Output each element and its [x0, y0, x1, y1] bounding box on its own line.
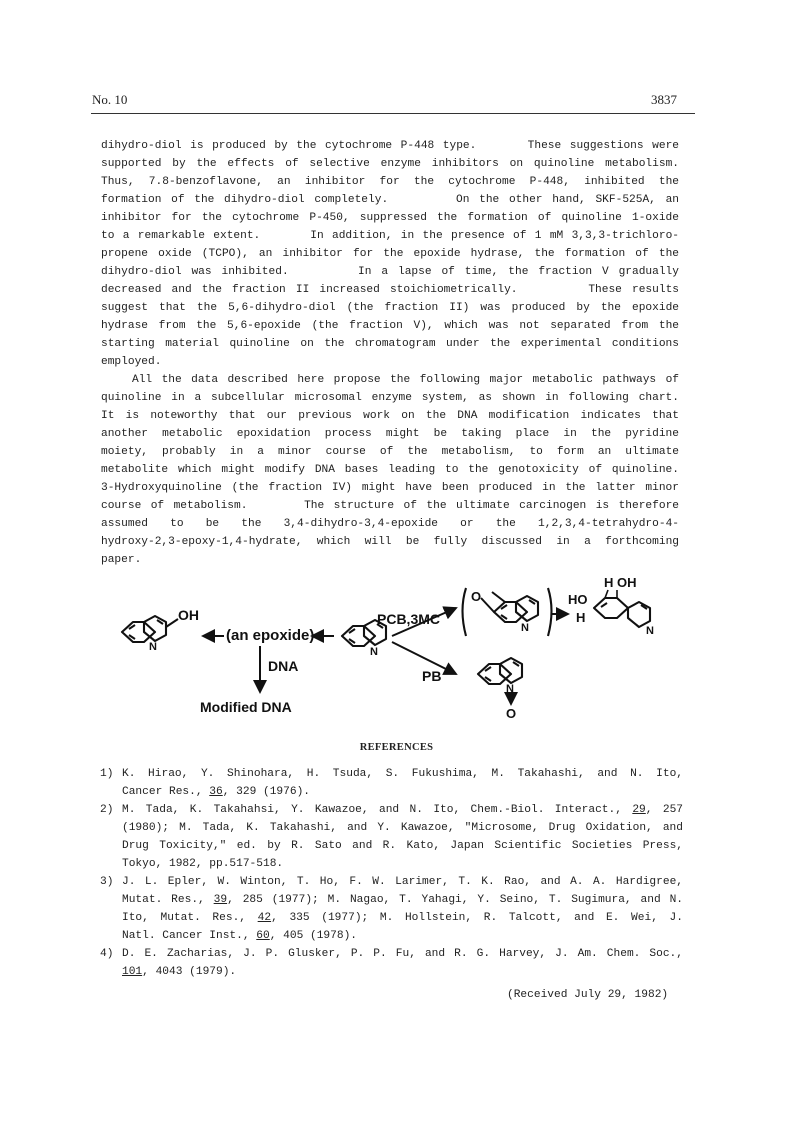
reference-line: Ito, Mutat. Res., 42, 335 (1977); M. Hollstein, R. Talcott, and E. Wei, J.: [122, 912, 683, 924]
header-rule: [91, 113, 695, 114]
references-heading: REFERENCES: [359, 742, 434, 753]
reference-line: K. Hirao, Y. Shinohara, H. Tsuda, S. Fukushima, M. Takahashi, and N. Ito,: [122, 768, 683, 780]
text-line: dihydro-diol was inhibited. In a lapse of time, the fraction V gradually: [101, 266, 679, 278]
reference-line: M. Tada, K. Takahahsi, Y. Kawazoe, and N. Ito, Chem.-Biol. Interact., 29, 257: [122, 804, 684, 816]
text-line: formation of the dihydro-diol completely. On the other hand, SKF-525A, an: [101, 194, 679, 206]
text-line: suggest that the 5,6-dihydro-diol (the fraction II) was produced by the epoxide: [101, 302, 679, 314]
oh-label: OH: [178, 607, 199, 623]
reference-line: Cancer Res., 36, 329 (1976).: [122, 786, 310, 798]
text-line: propene oxide (TCPO), an inhibitor for the epoxide hydrase, the formation of the: [101, 248, 679, 260]
h-label: H: [576, 610, 586, 625]
modified-dna-label: Modified DNA: [200, 699, 292, 715]
quinoline-oxide-structure: [478, 658, 522, 720]
reference-line: 101, 4043 (1979).: [122, 966, 237, 978]
reference-1: [100, 765, 683, 801]
page-header-journal-number: No. 10: [92, 92, 128, 107]
n-label: N: [506, 683, 514, 695]
text-line: dihydro-diol is produced by the cytochrome P-448 type. These suggestions were: [101, 140, 679, 152]
text-line: All the data described here propose the following major metabolic pathways of: [132, 374, 679, 386]
hydroxyquinoline-structure: [122, 607, 199, 653]
paragraph-2: [101, 371, 679, 569]
reference-line: Tokyo, 1982, pp.517-518.: [122, 858, 284, 870]
text-line: decreased and the fraction II increased stoichiometrically. These results: [101, 284, 679, 296]
metabolic-pathway-scheme: [96, 570, 696, 720]
reference-4: [100, 945, 683, 981]
text-line: metabolite which might modify DNA bases leading to the genotoxicity of quinoline.: [101, 464, 679, 476]
reference-line: J. L. Epler, W. Winton, T. Ho, F. W. Larimer, T. K. Rao, and A. A. Hardigree,: [122, 876, 683, 888]
reference-3: [100, 873, 683, 945]
text-line: Thus, 7.8-benzoflavone, an inhibitor for the cytochrome P-448, inhibited the: [101, 176, 679, 188]
text-line: to a remarkable extent. In addition, in the presence of 1 mM 3,3,3-trichloro-: [101, 230, 679, 242]
text-line: course of metabolism. The structure of the ultimate carcinogen is therefore: [101, 500, 679, 512]
ho-label: HO: [568, 592, 588, 607]
pcb-3mc-label: PCB,3MC: [377, 611, 441, 627]
o-label: O: [471, 589, 482, 604]
text-line: employed.: [101, 356, 162, 368]
epoxide-label: (an epoxide): [226, 627, 315, 644]
dna-label: DNA: [268, 658, 299, 674]
text-line: hydrase from the 5,6-epoxide (the fraction V), which was not separated from the: [101, 320, 679, 332]
reference-number: 3): [100, 876, 114, 888]
page-number: 3837: [651, 92, 677, 107]
n-label: N: [521, 622, 529, 634]
paragraph-1: [101, 137, 679, 371]
pb-label: PB: [422, 668, 442, 684]
oxide-o-label: O: [506, 706, 517, 720]
reference-number: 2): [100, 804, 114, 816]
text-line: supported by the effects of selective enzyme inhibitors on quinoline metabolism.: [101, 158, 679, 170]
text-line: paper.: [101, 554, 142, 566]
text-line: moiety, probably in a minor course of the metabolism, to form an ultimate: [101, 446, 679, 458]
n-label: N: [646, 625, 654, 637]
text-line: assumed to be the 3,4-dihydro-3,4-epoxide or the 1,2,3,4-tetrahydro-4-: [101, 518, 679, 530]
reference-number: 4): [100, 948, 114, 960]
text-line: quinoline in a subcellular microsomal enzyme system, as shown in following chart.: [101, 392, 679, 404]
received-date: (Received July 29, 1982): [507, 989, 669, 1001]
epoxide-intermediate-structure: [463, 588, 552, 636]
h-oh-label: H OH: [604, 575, 637, 590]
text-line: inhibitor for the cytochrome P-450, suppressed the formation of quinoline 1-oxide: [101, 212, 679, 224]
n-label: N: [149, 641, 157, 653]
text-line: It is noteworthy that our previous work on the DNA modification indicates that: [101, 410, 679, 422]
reference-line: D. E. Zacharias, J. P. Glusker, P. P. Fu, and R. G. Harvey, J. Am. Chem. Soc.,: [122, 948, 683, 960]
reference-line: (1980); M. Tada, K. Takahashi, and Y. Kawazoe, "Microsome, Drug Oxidation, and: [122, 822, 683, 834]
reference-line: Mutat. Res., 39, 285 (1977); M. Nagao, T. Yahagi, Y. Seino, T. Sugimura, and N.: [122, 894, 684, 906]
dihydrodiol-structure: [568, 575, 654, 637]
text-line: hydroxy-2,3-epoxy-1,4-hydrate, which will be fully discussed in a forthcoming: [101, 536, 679, 548]
reference-number: 1): [100, 768, 114, 780]
reference-2: [100, 801, 683, 873]
text-line: 3-Hydroxyquinoline (the fraction IV) might have been produced in the latter minor: [101, 482, 679, 494]
n-label: N: [370, 646, 378, 658]
text-line: another metabolic epoxidation process might be taking place in the pyridine: [101, 428, 679, 440]
reference-line: Natl. Cancer Inst., 60, 405 (1978).: [122, 930, 357, 942]
reference-line: Drug Toxicity," ed. by R. Sato and R. Kato, Japan Scientific Societies Press,: [122, 840, 683, 852]
text-line: starting material quinoline on the chromatogram under the experimental conditions: [101, 338, 679, 350]
